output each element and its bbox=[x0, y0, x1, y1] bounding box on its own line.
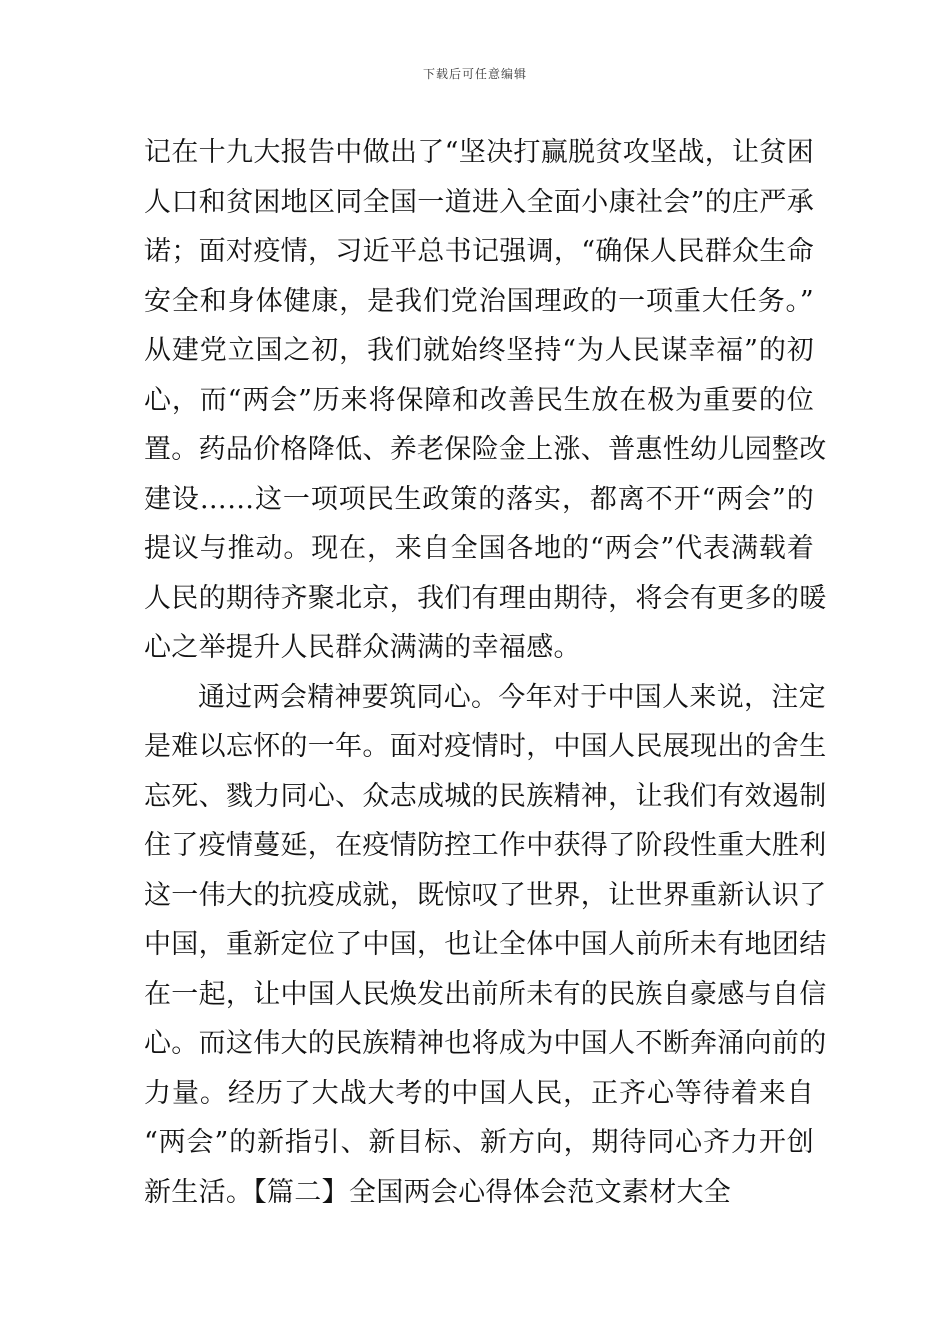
paragraph-end-line: 新生活。【篇二】全国两会心得体会范文素材大全 bbox=[144, 1176, 732, 1208]
text-line: 住了疫情蔓延，在疫情防控工作中获得了阶段性重大胜利 bbox=[144, 830, 827, 861]
text-line: 忘死、戮力同心、众志成城的民族精神，让我们有效遏制 bbox=[144, 780, 827, 812]
page-header: 下载后可任意编辑 bbox=[422, 67, 527, 81]
text-line: 在一起，让中国人民焕发出前所未有的民族自豪感与自信 bbox=[144, 978, 827, 1010]
text-line: “两会”的新指引、新目标、新方向，期待同心齐力开创 bbox=[144, 1127, 814, 1158]
text-line: 提议与推动。现在，来自全国各地的“两会”代表满载着 bbox=[144, 533, 814, 564]
text-line: 人口和贫困地区同全国一道进入全面小康社会”的庄严承 bbox=[144, 186, 814, 218]
text-line: 建设……这一项项民生政策的落实，都离不开“两会”的 bbox=[144, 483, 814, 515]
text-line: 安全和身体健康，是我们党治国理政的一项重大任务。” bbox=[144, 285, 814, 317]
text-line: 从建党立国之初，我们就始终坚持“为人民谋幸福”的初 bbox=[144, 335, 814, 366]
text-line: 心，而“两会”历来将保障和改善民生放在极为重要的位 bbox=[144, 384, 814, 416]
text-line: 是难以忘怀的一年。面对疫情时，中国人民展现出的舍生 bbox=[144, 731, 827, 762]
text-line: 这一伟大的抗疫成就，既惊叹了世界，让世界重新认识了 bbox=[144, 879, 827, 911]
text-line: 力量。经历了大战大考的中国人民，正齐心等待着来自 bbox=[144, 1077, 814, 1109]
text-line: 心。而这伟大的民族精神也将成为中国人不断奔涌向前的 bbox=[144, 1028, 827, 1059]
text-line: 置。药品价格降低、养老保险金上涨、普惠性幼儿园整改 bbox=[144, 434, 827, 465]
document-body bbox=[144, 128, 827, 1217]
paragraph-end-line: 心之举提升人民群众满满的幸福感。 bbox=[144, 632, 581, 663]
text-line: 中国，重新定位了中国，也让全体中国人前所未有地团结 bbox=[144, 929, 827, 960]
paragraph-start-line: 通过两会精神要筑同心。今年对于中国人来说，注定 bbox=[198, 681, 826, 713]
text-line: 诺；面对疫情，习近平总书记强调，“确保人民群众生命 bbox=[144, 236, 814, 267]
text-line: 人民的期待齐聚北京，我们有理由期待，将会有更多的暖 bbox=[144, 582, 827, 614]
text-line: 记在十九大报告中做出了“坚决打赢脱贫攻坚战，让贫困 bbox=[144, 137, 814, 168]
